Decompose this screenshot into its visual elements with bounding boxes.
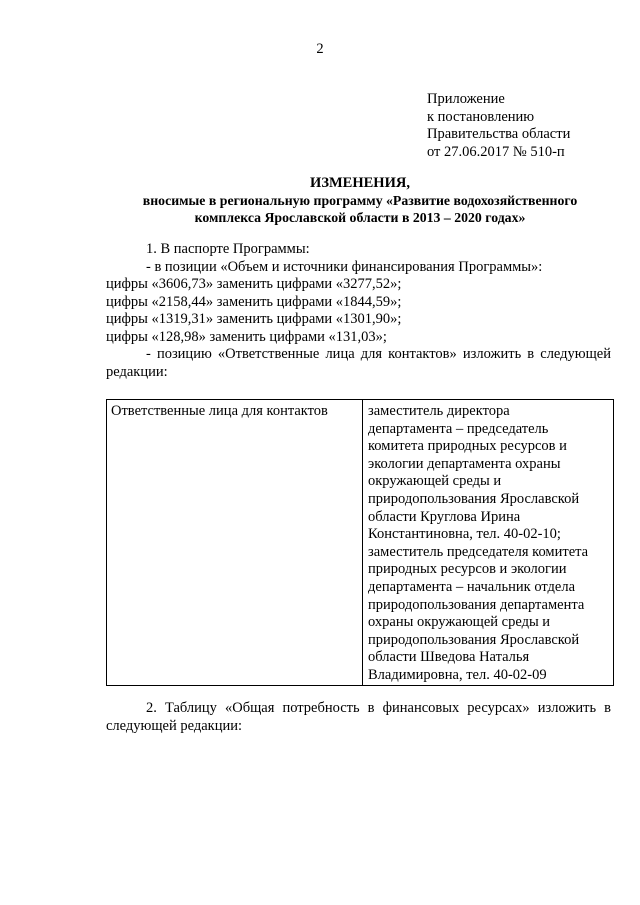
appendix-line: к постановлению [427, 108, 535, 125]
contacts-value-line: области Шведова Наталья [368, 649, 530, 666]
contacts-value-line: департамента – начальник отдела [368, 578, 576, 595]
replacement-line: цифры «2158,44» заменить цифрами «1844,59»; [106, 293, 402, 310]
contacts-value-line: природных ресурсов и экологии [368, 561, 567, 578]
contacts-value-line: природопользования Ярославской [368, 490, 580, 507]
document-title [100, 175, 620, 226]
table-row [107, 400, 614, 686]
contacts-value-line: природопользования Ярославской [368, 631, 580, 648]
contacts-label: Ответственные лица для контактов [111, 403, 328, 419]
replacement-line: цифры «1319,31» заменить цифрами «1301,90»; [106, 311, 402, 327]
contacts-position-line-end: редакции: [106, 363, 168, 380]
appendix-line: от 27.06.2017 № 510-п [427, 143, 565, 160]
title-subtitle-line: вносимые в региональную программу «Развитие водохозяйственного [142, 193, 578, 208]
appendix-line: Правительства области [427, 126, 571, 142]
replacement-line: цифры «128,98» заменить цифрами «131,03»; [106, 328, 387, 345]
financing-position-line: - в позиции «Объем и источники финансирования Программы»: [146, 258, 543, 275]
contacts-value-cell [363, 400, 614, 686]
title-subtitle-line: комплекса Ярославской области в 2013 – 2020 годах» [194, 210, 526, 225]
contacts-value-line: заместитель директора [368, 403, 510, 419]
section-two-line-end: следующей редакции: [106, 717, 243, 734]
contacts-value-line: заместитель председателя комитета [368, 543, 589, 560]
appendix-line: Приложение [427, 91, 505, 107]
contacts-value-line: окружающей среды и [368, 473, 502, 490]
contacts-value-line: экологии департамента охраны [368, 455, 561, 472]
contacts-value-line: Владимировна, тел. 40-02-09 [368, 666, 547, 683]
page-number: 2 [316, 41, 324, 57]
contacts-value-line: департамента – председатель [368, 420, 549, 437]
replacement-line: цифры «3606,73» заменить цифрами «3277,52»; [106, 276, 402, 292]
appendix-block [427, 91, 627, 161]
section-two-line: 2. Таблицу «Общая потребность в финансовых ресурсах» изложить в [146, 700, 611, 716]
contacts-position-line: - позицию «Ответственные лица для контактов» изложить в следующей [146, 346, 611, 362]
contacts-value-line: Константиновна, тел. 40-02-10; [368, 526, 561, 543]
title-main: ИЗМЕНЕНИЯ, [310, 175, 410, 191]
contacts-value-line: охраны окружающей среды и [368, 614, 551, 631]
section-one [106, 241, 611, 381]
contacts-value-line: области Круглова Ирина [368, 508, 521, 525]
contacts-value-line: природопользования департамента [368, 596, 585, 613]
contacts-table [106, 399, 614, 686]
contacts-value-line: комитета природных ресурсов и [368, 438, 567, 455]
section-two [106, 700, 611, 735]
contacts-label-cell [107, 400, 363, 686]
section-one-heading: 1. В паспорте Программы: [146, 241, 310, 257]
